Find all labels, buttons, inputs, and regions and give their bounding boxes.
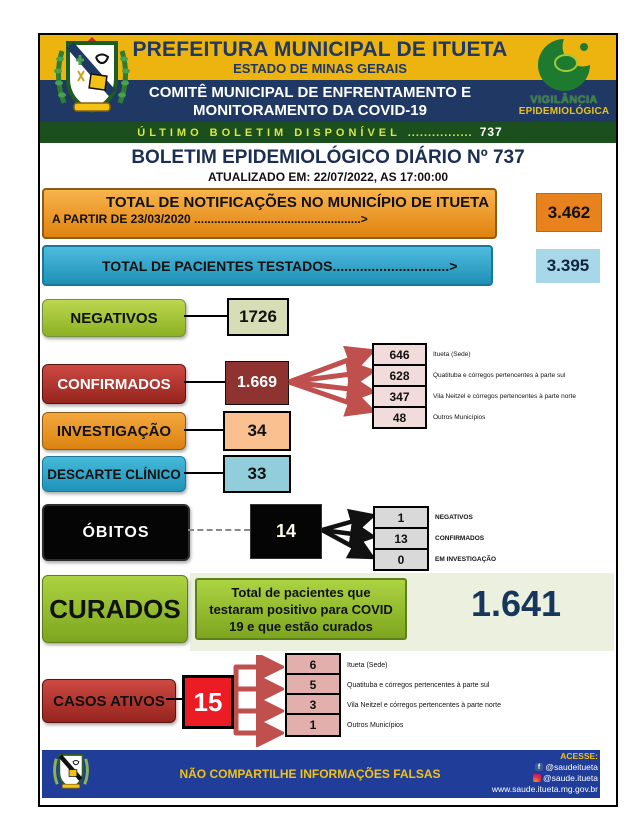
active-cases-arrows [226, 655, 284, 747]
deaths-pill: ÓBITOS [42, 504, 190, 561]
breakdown-value-box: 6 [285, 653, 341, 677]
breakdown-label: CONFIRMADOS [435, 535, 485, 542]
breakdown-row [373, 548, 496, 571]
clinical-discard-pill: DESCARTE CLÍNICO [42, 456, 186, 492]
breakdown-label: Vila Neitzel e córregos pertencentes à parte norte [347, 701, 501, 709]
dashed-connector-line [188, 529, 250, 531]
notifications-label-line2: A PARTIR DE 23/03/2020 ..................................................> [52, 212, 368, 226]
breakdown-value-box: 0 [373, 548, 429, 571]
vigilancia-logo [514, 37, 614, 117]
breakdown-value-box: 48 [372, 406, 427, 429]
footer-links [428, 751, 598, 795]
cured-pill: CURADOS [42, 575, 188, 643]
breakdown-label: NEGATIVOS [435, 514, 473, 521]
breakdown-label: Vila Neitzel e córregos pertencentes à parte norte [433, 393, 576, 400]
tested-label: TOTAL DE PACIENTES TESTADOS..............................> [102, 257, 458, 274]
breakdown-row [372, 364, 576, 387]
confirmed-arrows [287, 340, 375, 420]
notifications-value: 3.462 [536, 193, 602, 232]
connector-line [184, 381, 225, 383]
coat-of-arms-icon [52, 37, 132, 127]
breakdown-row [372, 343, 576, 366]
active-cases-breakdown [285, 656, 501, 736]
investigation-pill: INVESTIGAÇÃO [42, 412, 186, 450]
connector-line [184, 429, 223, 431]
breakdown-row [373, 527, 496, 550]
committee-line2: MONITORAMENTO DA COVID-19 [193, 102, 427, 119]
vigilancia-label-line1: VIGILÂNCIA [530, 94, 598, 106]
breakdown-value-box: 628 [372, 364, 427, 387]
instagram-handle: @saude.itueta [543, 773, 598, 783]
facebook-icon [535, 763, 543, 771]
breakdown-label: Outros Municípios [347, 721, 404, 729]
tested-value: 3.395 [536, 249, 600, 283]
breakdown-value-box: 1 [285, 713, 341, 737]
breakdown-label: Quatituba e córregos pertencentes à parte sul [347, 681, 490, 689]
bulletin-board [38, 33, 618, 807]
confirmed-pill: CONFIRMADOS [42, 364, 186, 404]
negatives-pill: NEGATIVOS [42, 299, 186, 337]
instagram-icon [533, 774, 541, 782]
breakdown-value-box: 646 [372, 343, 427, 366]
footer-coat-of-arms-icon [50, 752, 92, 796]
bulletin-title: BOLETIM EPIDEMIOLÓGICO DIÁRIO Nº 737 [131, 147, 525, 168]
notifications-label-line1: TOTAL DE NOTIFICAÇÕES NO MUNICÍPIO DE ITUETA [106, 194, 490, 211]
notifications-bar [42, 188, 497, 239]
breakdown-value-box: 5 [285, 673, 341, 697]
instagram-link[interactable] [428, 773, 598, 784]
confirmed-breakdown [372, 345, 576, 429]
website-link[interactable]: www.saude.itueta.mg.gov.br [491, 784, 598, 794]
committee-title [110, 84, 510, 120]
last-bulletin-dots: ................ [407, 127, 473, 139]
breakdown-label: Outros Municípios [433, 414, 486, 421]
active-cases-pill: CASOS ATIVOS [42, 679, 176, 723]
footer-access-label: ACESSE: [560, 751, 598, 761]
breakdown-label: Quatituba e córregos pertencentes à parte sul [433, 372, 566, 379]
committee-line1: COMITÊ MUNICIPAL DE ENFRENTAMENTO E [148, 84, 472, 101]
deaths-breakdown [373, 508, 496, 571]
active-cases-value: 15 [182, 675, 234, 729]
investigation-value: 34 [223, 411, 291, 451]
connector-line [184, 472, 223, 474]
deaths-arrows [321, 502, 375, 562]
municipality-title: PREFEITURA MUNICIPAL DE ITUETA [132, 38, 508, 61]
last-bulletin-label: ÚLTIMO BOLETIM DISPONÍVEL [137, 127, 401, 139]
facebook-link[interactable] [428, 762, 598, 773]
breakdown-value-box: 3 [285, 693, 341, 717]
vigilancia-swoosh-icon [514, 37, 614, 95]
breakdown-label: Itueta (Sede) [347, 661, 388, 669]
breakdown-row [285, 714, 501, 736]
deaths-value: 14 [250, 504, 322, 559]
breakdown-row [373, 506, 496, 529]
last-bulletin-line [40, 125, 600, 139]
confirmed-value: 1.669 [225, 361, 289, 405]
breakdown-row [372, 385, 576, 408]
footer-warning: NÃO COMPARTILHE INFORMAÇÕES FALSAS [179, 767, 441, 781]
breakdown-value-box: 347 [372, 385, 427, 408]
facebook-handle: @saudeitueta [545, 762, 598, 772]
connector-line [184, 315, 227, 317]
bulletin-updated: ATUALIZADO EM: 22/07/2022, AS 17:00:00 [207, 170, 449, 184]
breakdown-label: EM INVESTIGAÇÃO [435, 556, 497, 563]
breakdown-row [372, 406, 576, 429]
cured-value: 1.641 [470, 583, 562, 624]
breakdown-value-box: 13 [373, 527, 429, 550]
tested-bar [42, 245, 493, 286]
cured-description: Total de pacientes que testaram positivo para COVID 19 e que estão curados [195, 578, 407, 640]
clinical-discard-value: 33 [223, 455, 291, 493]
negatives-value: 1726 [227, 298, 289, 336]
state-subtitle: ESTADO DE MINAS GERAIS [233, 61, 407, 76]
breakdown-value-box: 1 [373, 506, 429, 529]
last-bulletin-number: 737 [479, 125, 503, 139]
vigilancia-label-line2: EPIDEMIOLÓGICA [518, 106, 610, 117]
breakdown-label: Itueta (Sede) [433, 351, 471, 358]
